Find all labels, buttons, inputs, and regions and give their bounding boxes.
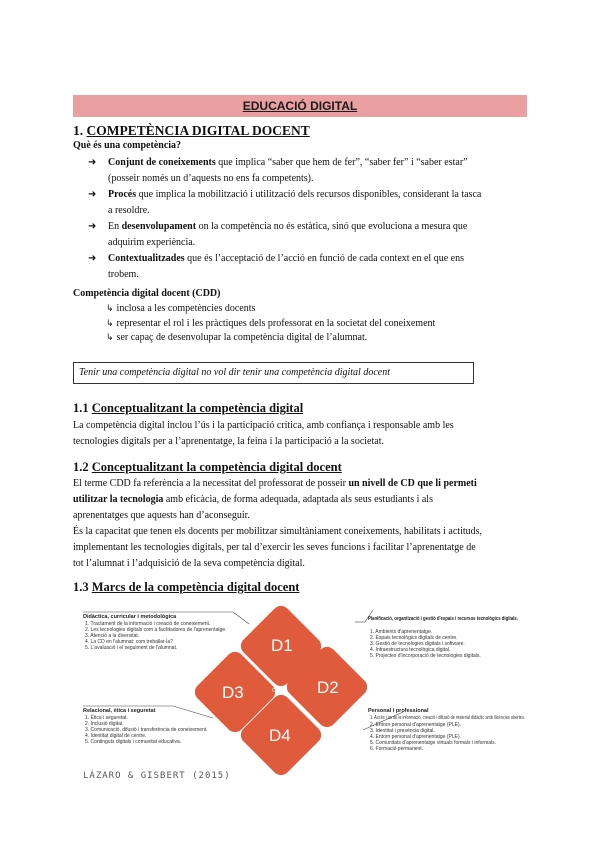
section-title: Marcs de la competència digital docent [91, 580, 300, 594]
list-item [106, 317, 435, 332]
block-item: 2. Les tecnologies digitals com a facilitadores de l'aprenentatge. [85, 627, 227, 633]
section-1-2-heading [73, 460, 342, 475]
paragraph-line: tecnologies digitals per a l’aprenentatge, la feina i la participació a la societat. [73, 436, 384, 447]
list-item [86, 251, 527, 283]
paragraph-bold: un nivell de CD que li permeti [348, 478, 477, 489]
section-1-title: COMPETÈNCIA DIGITAL DOCENT [86, 123, 310, 138]
bullet-prefix: En [108, 221, 122, 232]
block-title: Planificació, organització i gestió d'espais i recursos tecnològics digitals. [368, 616, 519, 622]
competence-question: Què és una competència? [73, 140, 182, 151]
block-item: 4. Entorn personal d'aprenentatge (PLE). [370, 734, 462, 740]
arrow-icon: ➜ [88, 253, 97, 264]
section-1-1-heading [73, 401, 303, 416]
paragraph-line: tot l’alumnat i l’adquisició de la seva competència digital. [73, 558, 305, 569]
label-d1: D1 [271, 636, 293, 655]
list-item [86, 219, 527, 251]
center-label: CDD [272, 688, 283, 694]
list-item [86, 187, 527, 219]
block-item: 5. Comunitats d'aprenentatge virtuals formals i informals. [370, 740, 497, 746]
bullet-bold: Conjunt de coneixements [108, 157, 216, 168]
return-arrow-icon: ↳ [106, 318, 114, 329]
block-item: 1. Ambients d'aprenentatge. [370, 629, 433, 635]
section-1-1-paragraph [73, 418, 527, 450]
block-title: Personal i professional [368, 708, 429, 714]
block-item: 2. Entorn personal d'aprenentatge (PLE). [370, 722, 462, 728]
return-arrow-icon: ↳ [106, 304, 114, 314]
block-item: 6. Formació permanent. [370, 746, 424, 752]
section-title: Conceptualitzant la competència digital docent [91, 460, 342, 474]
return-arrow-icon: ↳ [106, 333, 114, 343]
block-item: 3. Identitat i presència digital. [370, 728, 435, 734]
cdd-item-text: inclosa a les competències docents [116, 303, 256, 314]
bullet-text: que implica “saber que hem de fer”, “saber fer” i “saber estar” [215, 157, 468, 168]
cdd-item-text: ser capaç de desenvolupar la competència digital de l’alumnat. [116, 332, 368, 343]
paragraph-line: implementant les tecnologies digitals, per tal d’exercir les seves funcions i facilitar l’aprenentatge de [73, 542, 476, 553]
bullet-text: on la competència no és estàtica, sinó que evoluciona a mesura que [196, 221, 468, 232]
block-item: 1. Tractament de la informació i creació de coneixement. [85, 621, 211, 627]
block-item: 2. Inclusió digital. [85, 721, 124, 727]
bullet-text: que implica la mobilització i utilització dels recursos disponibles, considerant la tasca [136, 189, 482, 200]
bullet-text: que és l’acceptació de l’acció en funció de cada context en el que ens [184, 253, 464, 264]
paragraph-line: És la capacitat que tenen els docents per mobilitzar simultàniament coneixements, habilitats i actituds, [73, 526, 483, 537]
block-item: 3. Atenció a la diversitat. [85, 633, 140, 639]
block-item: 1. Accés i ús de la informació, creació i difusió de material didàctic amb llicències obertes. [370, 715, 525, 721]
block-item: 5. L'avaluació i el seguiment de l'alumnat. [85, 645, 178, 651]
section-1-heading [73, 123, 310, 139]
block-item: 4. Infraestructura tecnològica digital. [370, 647, 451, 653]
paragraph-text: amb eficàcia, de forma adequada, adaptada als seus estudiants i als [163, 494, 433, 505]
competence-definition-list [86, 155, 527, 283]
block-title: Relacional, ètica i seguretat [83, 708, 156, 714]
cdd-item-text: representar el rol i les pràctiques dels professorat en la societat del coneixement [116, 317, 436, 329]
label-d2: D2 [317, 678, 339, 697]
cdd-list [106, 302, 435, 346]
section-1-number: 1. [73, 123, 84, 138]
paragraph-line: La competència digital inclou l’ús i la participació crítica, amb confiança i responsable amb les [73, 420, 454, 431]
bullet-bold: desenvolupament [121, 221, 197, 232]
block-item: 3. Gestió de tecnologies digitals i software. [370, 641, 465, 647]
block-item: 4. Identitat digital de centre. [85, 733, 147, 739]
block-item: 1. Ètica i seguretat. [85, 715, 128, 721]
arrow-icon: ➜ [88, 221, 97, 232]
quote-box: Tenir una competència digital no vol dir tenir una competència digital docent [73, 362, 474, 384]
label-d4: D4 [269, 726, 291, 745]
bullet-bold: Contextualitzades [108, 253, 185, 264]
paragraph-bold: utilitzar la tecnologia [73, 494, 164, 505]
cdd-framework-figure [73, 600, 527, 790]
arrow-icon: ➜ [88, 189, 97, 200]
block-item: 5. Continguts digitals i comunitat educativa. [85, 739, 182, 745]
block-item: 3. Comunicació, difusió i transferència de coneixement. [85, 727, 208, 733]
list-item [86, 155, 527, 187]
list-item [106, 302, 435, 317]
bullet-text: a resoldre. [108, 205, 150, 216]
figure-credit: LÁZARO & GISBERT (2015) [83, 771, 231, 781]
arrow-icon: ➜ [88, 157, 97, 168]
list-item [106, 331, 435, 346]
page-title: EDUCACIÓ DIGITAL [73, 95, 527, 117]
section-number: 1.3 [73, 580, 89, 594]
bullet-bold: Procés [108, 189, 137, 200]
section-number: 1.1 [73, 401, 89, 415]
label-d3: D3 [222, 683, 244, 702]
bullet-text: trobem. [108, 269, 139, 280]
section-title: Conceptualitzant la competència digital [91, 401, 304, 415]
paragraph-line: aprenentatges que aquests han d’aconseguir. [73, 510, 250, 521]
block-item: 4. La CD en l'alumnat: com treballar-la? [85, 639, 173, 645]
block-title: Didàctica, curricular i metodològica [83, 614, 177, 620]
paragraph-text: El terme CDD fa referència a la necessitat del professorat de posseir [73, 478, 349, 489]
framework-diagram [73, 600, 527, 790]
block-item: 2. Espais tecnològics digitals de centre. [370, 635, 458, 641]
section-1-2-paragraph [73, 476, 527, 572]
section-1-3-heading [73, 580, 299, 595]
bullet-text: adquirim experiència. [108, 237, 196, 248]
cdd-title: Competència digital docent (CDD) [73, 288, 221, 299]
bullet-text: (posseir només un d’aquests no ens fa competents). [108, 173, 314, 184]
section-number: 1.2 [73, 460, 89, 474]
block-item: 5. Projectes d'incorporació de tecnologies digitals. [370, 653, 481, 659]
